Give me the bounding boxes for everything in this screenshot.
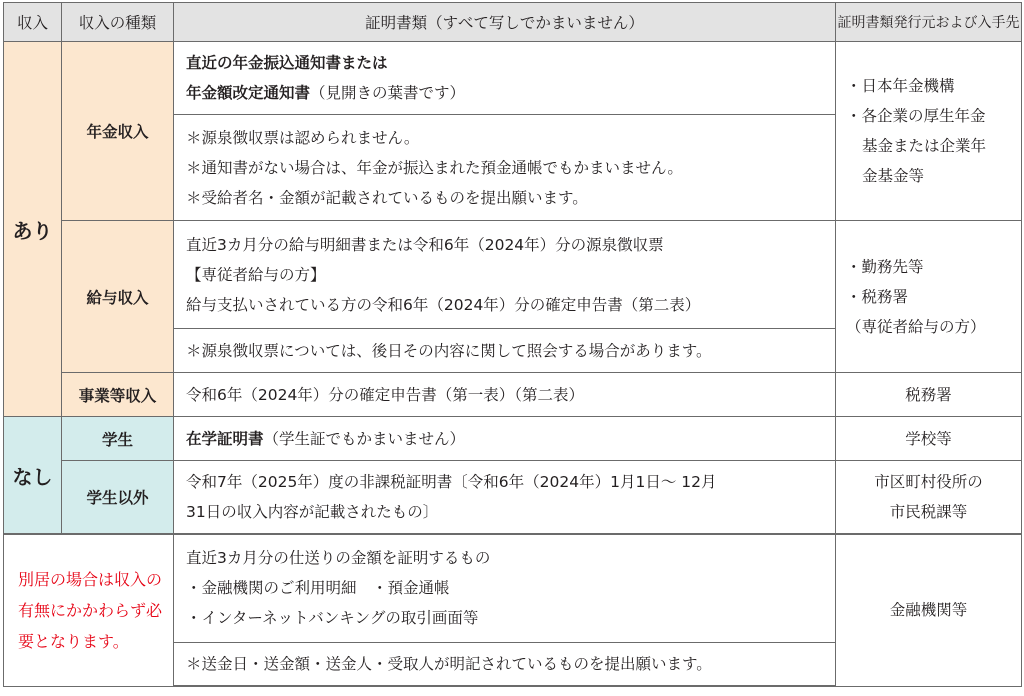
student-doc — [174, 417, 836, 461]
separate-living-note: 別居の場合は収入の有無にかかわらず必要となります。 — [4, 534, 174, 686]
pension-note-3: ＊受給者名・金額が記載されているものを提出願います。 — [186, 188, 588, 207]
salary-row-main — [4, 221, 1022, 329]
pension-doc-line2-bold: 年金額改定通知書 — [186, 84, 311, 102]
non-student-issuer-line1: 市区町村役所の — [874, 473, 983, 491]
pension-note-1: ＊源泉徴収票は認められません。 — [186, 128, 420, 147]
pension-issuer-2: ・各企業の厚生年金 — [846, 107, 986, 125]
non-student-doc-line2: 31日の収入内容が記載されたもの〕 — [186, 503, 439, 521]
business-doc: 令和6年（2024年）分の確定申告書（第一表）（第二表） — [174, 373, 836, 417]
pension-type: 年金収入 — [62, 42, 174, 221]
remittance-item-1: ・金融機関のご利用明細 ・預金通帳 — [186, 579, 450, 598]
pension-note-2: ＊通知書がない場合は、年金が振込まれた預金通帳でもかまいません。 — [186, 158, 683, 177]
non-student-doc-line1: 令和7年（2025年）度の非課税証明書〔令和6年（2024年）1月1日～ 12月 — [186, 473, 717, 491]
salary-note: ＊源泉徴収票については、後日その内容に関して照会する場合があります。 — [174, 329, 836, 373]
salary-doc-line2: 【専従者給与の方】 — [186, 265, 326, 284]
salary-doc-line3: 給与支払いされている方の令和6年（2024年）分の確定申告書（第二表） — [186, 295, 701, 314]
remittance-note: ＊送金日・送金額・送金人・受取人が明記されているものを提出願います。 — [174, 642, 836, 686]
pension-issuer-3: 基金または企業年 — [862, 137, 987, 155]
header-documents: 証明書類（すべて写しでかまいません） — [174, 3, 836, 42]
non-student-row — [4, 461, 1022, 535]
student-row — [4, 417, 1022, 461]
pension-issuer-1: ・日本年金機構 — [846, 77, 955, 95]
remittance-doc — [174, 534, 836, 642]
salary-issuer-1: ・勤務先等 — [846, 257, 924, 276]
income-documents-table — [3, 2, 1022, 687]
pension-doc — [174, 42, 836, 115]
pension-issuer — [836, 42, 1022, 221]
salary-type: 給与収入 — [62, 221, 174, 373]
business-issuer: 税務署 — [836, 373, 1022, 417]
remittance-row-main — [4, 534, 1022, 642]
student-doc-rest: （学生証でもかまいません） — [263, 429, 466, 448]
header-income-type: 収入の種類 — [62, 3, 174, 42]
salary-doc — [174, 221, 836, 329]
salary-issuer — [836, 221, 1022, 373]
non-student-type: 学生以外 — [62, 461, 174, 535]
student-type: 学生 — [62, 417, 174, 461]
non-student-doc — [174, 461, 836, 535]
income-no-label: なし — [4, 417, 62, 535]
salary-issuer-2: ・税務署 — [846, 287, 909, 306]
business-row — [4, 373, 1022, 417]
pension-row-main — [4, 42, 1022, 115]
pension-doc-line2-rest: （見開きの葉書です） — [310, 84, 466, 102]
header-row — [4, 3, 1022, 42]
non-student-issuer — [836, 461, 1022, 535]
student-doc-bold: 在学証明書 — [186, 429, 264, 448]
header-issuer: 証明書類発行元および入手先 — [836, 3, 1022, 42]
business-type: 事業等収入 — [62, 373, 174, 417]
income-yes-label: あり — [4, 42, 62, 417]
pension-doc-line1: 直近の年金振込通知書または — [186, 54, 388, 72]
pension-notes — [174, 115, 836, 221]
salary-doc-line1: 直近3カ月分の給与明細書または令和6年（2024年）分の源泉徴収票 — [186, 235, 664, 254]
remittance-item-2: ・インターネットバンキングの取引画面等 — [186, 609, 479, 628]
non-student-issuer-line2: 市民税課等 — [889, 503, 968, 521]
header-income: 収入 — [4, 3, 62, 42]
pension-issuer-4: 金基金等 — [862, 167, 925, 185]
remittance-issuer: 金融機関等 — [836, 534, 1022, 686]
remittance-doc-line1: 直近3カ月分の仕送りの金額を証明するもの — [186, 549, 491, 568]
student-issuer: 学校等 — [836, 417, 1022, 461]
salary-issuer-3: （専従者給与の方） — [846, 317, 986, 336]
